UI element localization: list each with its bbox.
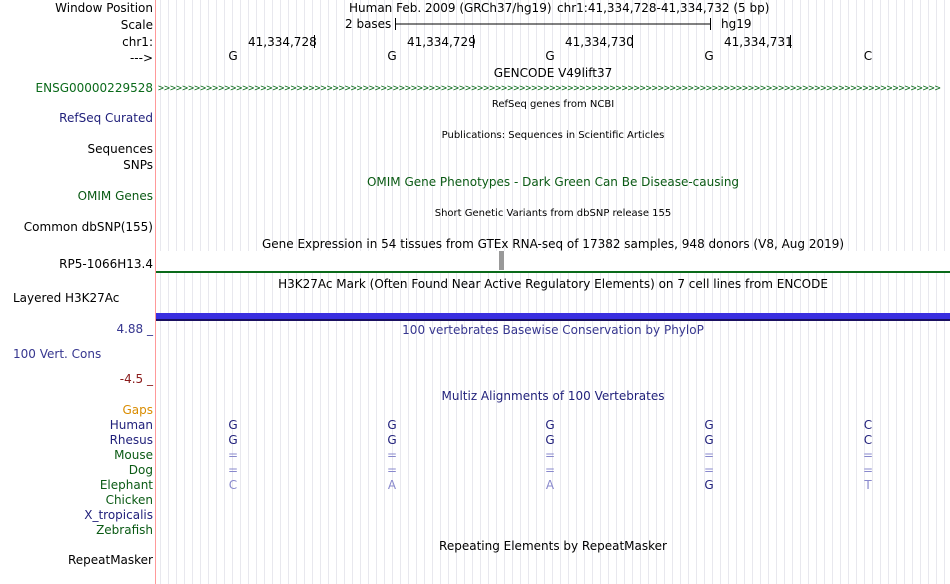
species-base: G <box>545 418 555 432</box>
scale-label: Scale <box>120 18 153 32</box>
species-base: G <box>387 418 397 432</box>
position-text[interactable]: chr1:41,334,728-41,334,732 (5 bp) <box>557 1 770 15</box>
ref-base-4: G <box>704 49 714 63</box>
species-base: C <box>228 478 238 492</box>
species-base: A <box>387 478 397 492</box>
species-label-dog: Dog <box>128 463 153 477</box>
species-base: = <box>544 448 556 462</box>
refseq-track-title[interactable]: RefSeq genes from NCBI <box>491 99 615 110</box>
ref-base-3: G <box>545 49 555 63</box>
ref-base-1: G <box>228 49 238 63</box>
gtex-track-title[interactable]: Gene Expression in 54 tissues from GTEx RNA-seq of 17382 samples, 948 donors (V8, Aug 2019) <box>261 237 845 251</box>
gtex-track-bar <box>156 251 949 271</box>
repeatmasker-track-label[interactable]: RepeatMasker <box>67 553 153 567</box>
species-base: = <box>544 463 556 477</box>
species-base: = <box>386 463 398 477</box>
species-base: G <box>387 433 397 447</box>
dbsnp-track-title[interactable]: Short Genetic Variants from dbSNP release 155 <box>434 208 672 219</box>
species-base: = <box>227 448 239 462</box>
omim-track-title[interactable]: OMIM Gene Phenotypes - Dark Green Can Be Disease-causing <box>366 175 740 189</box>
species-label-elephant: Elephant <box>99 478 153 492</box>
refseq-track-label[interactable]: RefSeq Curated <box>59 111 153 125</box>
coord-2: 41,334,729 <box>407 35 476 49</box>
species-label-zebrafish: Zebrafish <box>96 523 153 537</box>
gtex-gene-label[interactable]: RP5-1066H13.4 <box>59 257 153 271</box>
species-label-chicken: Chicken <box>105 493 153 507</box>
species-label-rhesus: Rhesus <box>109 433 153 447</box>
gencode-track-title[interactable]: GENCODE V49lift37 <box>493 66 613 80</box>
species-base: G <box>704 433 714 447</box>
species-base: G <box>545 433 555 447</box>
species-base: = <box>862 463 874 477</box>
species-base: G <box>228 418 238 432</box>
omim-track-label[interactable]: OMIM Genes <box>77 189 153 203</box>
ref-base-5: C <box>863 49 873 63</box>
strand-label: ---> <box>129 51 153 65</box>
window-position-label: Window Position <box>55 1 153 15</box>
species-base: G <box>704 418 714 432</box>
species-label-x_tropicalis: X_tropicalis <box>84 508 153 522</box>
species-base: G <box>228 433 238 447</box>
conservation-min-label: -4.5 _ <box>119 372 153 386</box>
species-label-human: Human <box>109 418 153 432</box>
coord-1: 41,334,728 <box>248 35 317 49</box>
repeatmasker-track-title[interactable]: Repeating Elements by RepeatMasker <box>439 539 667 553</box>
h3k27ac-track-title[interactable]: H3K27Ac Mark (Often Found Near Active Regulatory Elements) on 7 cell lines from ENCODE <box>278 277 828 291</box>
species-base: T <box>864 478 872 492</box>
scale-text: 2 bases <box>345 17 392 31</box>
gencode-gene-label[interactable]: ENSG00000229528 <box>35 81 153 95</box>
multiz-track-title[interactable]: Multiz Alignments of 100 Vertebrates <box>441 389 665 403</box>
conservation-track-label[interactable]: 100 Vert. Cons <box>13 347 102 361</box>
chrom-label: chr1: <box>122 35 153 49</box>
scale-db: hg19 <box>721 17 752 31</box>
gencode-strand-arrows: >>>>>>>>>>>>>>>>>>>>>>>>>>>>>>>>>>>>>>>>>>>>>>>>>>>>>>>>>>>>>>>>>>>>>>>>>>>>>>>>>>>>>>>>>>>>>>>>>>>>>>>>>>>>>>>>>>>>>>>>>>>>>>>>>> <box>158 83 941 94</box>
species-base: = <box>862 448 874 462</box>
gaps-label: Gaps <box>122 403 153 417</box>
conservation-track-title[interactable]: 100 vertebrates Basewise Conservation by PhyloP <box>402 323 704 337</box>
sequences-track-label[interactable]: Sequences <box>87 142 153 156</box>
dbsnp-track-label[interactable]: Common dbSNP(155) <box>23 220 153 234</box>
species-base: = <box>703 448 715 462</box>
species-base: = <box>227 463 239 477</box>
species-base: = <box>386 448 398 462</box>
coord-3: 41,334,730 <box>565 35 634 49</box>
gtex-expression-marker <box>499 251 504 270</box>
species-label-mouse: Mouse <box>114 448 153 462</box>
h3k27ac-track-label[interactable]: Layered H3K27Ac <box>13 291 120 305</box>
snps-track-label[interactable]: SNPs <box>123 158 153 172</box>
ref-base-2: G <box>387 49 397 63</box>
coord-4: 41,334,731 <box>724 35 793 49</box>
species-base: A <box>545 478 555 492</box>
species-base: C <box>863 433 873 447</box>
species-base: C <box>863 418 873 432</box>
conservation-max-label: 4.88 _ <box>116 322 153 336</box>
species-base: = <box>703 463 715 477</box>
publications-track-title[interactable]: Publications: Sequences in Scientific Articles <box>441 130 665 141</box>
species-base: G <box>704 478 714 492</box>
assembly-text[interactable]: Human Feb. 2009 (GRCh37/hg19) <box>349 1 552 15</box>
